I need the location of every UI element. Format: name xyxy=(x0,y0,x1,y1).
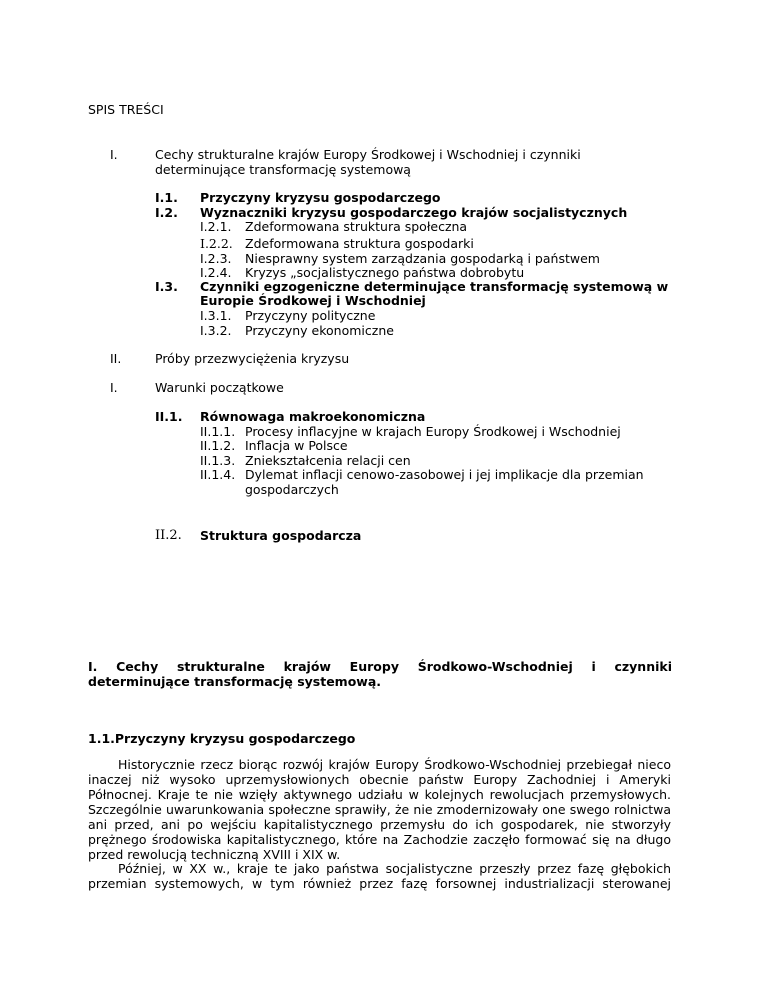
toc-number: II.2. xyxy=(155,528,182,543)
paragraph-line: przed rewolucją techniczną XVIII i XIX w. xyxy=(88,847,341,862)
toc-number: II.1.1. xyxy=(200,424,236,439)
toc-entry: Procesy inflacyjne w krajach Europy Środkowej i Wschodniej xyxy=(245,424,621,439)
toc-number: I.2.1. xyxy=(200,219,232,234)
toc-entry: Zniekształcenia relacji cen xyxy=(245,453,411,468)
toc-entry: Wyznaczniki kryzysu gospodarczego krajów socjalistycznych xyxy=(200,205,628,220)
toc-number: II.1.3. xyxy=(200,453,236,468)
section-heading: 1.1.Przyczyny kryzysu gospodarczego xyxy=(88,731,356,746)
toc-entry-continuation: gospodarczych xyxy=(245,482,339,497)
toc-title: SPIS TREŚCI xyxy=(88,102,164,117)
chapter-heading-line: determinujące transformację systemową. xyxy=(88,674,382,689)
toc-number: I. xyxy=(110,147,118,162)
toc-entry: Struktura gospodarcza xyxy=(200,528,362,543)
paragraph-line: prężnego środowiska kapitalistycznego, które na Zachodzie zaczęło formować się na długo xyxy=(88,832,671,847)
paragraph-line: przemian systemowych, w tym również przez fazę forsownej industrializacji sterowanej xyxy=(88,876,671,891)
toc-entry: Inflacja w Polsce xyxy=(245,438,348,453)
toc-entry: Cechy strukturalne krajów Europy Środkowej i Wschodniej i czynniki xyxy=(155,147,581,162)
toc-entry: Zdeformowana struktura gospodarki xyxy=(245,236,474,251)
toc-number: I.2.2. xyxy=(200,236,233,251)
toc-entry: Zdeformowana struktura społeczna xyxy=(245,219,468,234)
paragraph-line: Północnej. Kraje te nie wzięły aktywnego udziału w kolejnych rewolucjach przemysłowych. xyxy=(88,787,671,802)
toc-entry: Przyczyny kryzysu gospodarczego xyxy=(200,190,441,205)
toc-number: I.2. xyxy=(155,205,178,220)
toc-entry: Kryzys „socjalistycznego państwa dobrobytu xyxy=(245,265,525,280)
paragraph-line: Historycznie rzecz biorąc rozwój krajów Europy Środkowo-Wschodniej przebiegał nieco xyxy=(118,757,671,772)
paragraph-line: ani przed, ani po wejściu kapitalistycznego przemysłu do ich gospodarek, nie stworzyły xyxy=(88,817,671,832)
toc-number: I.2.4. xyxy=(200,265,232,280)
toc-number: I.2.3. xyxy=(200,251,232,266)
toc-number: I.3.2. xyxy=(200,323,232,338)
toc-number: I.3.1. xyxy=(200,308,232,323)
paragraph-line: inaczej niż wysoko uprzemysłowionych obecnie państw Europy Zachodniej i Ameryki xyxy=(88,772,671,787)
toc-number: II.1.4. xyxy=(200,467,236,482)
paragraph-line: Szczególnie uwarunkowania społeczne sprawiły, że nie zmodernizowały one swego rolnictwa xyxy=(88,802,671,817)
chapter-heading-line: I. Cechy strukturalne krajów Europy Środkowo-Wschodniej i czynniki xyxy=(88,659,672,674)
toc-number: II. xyxy=(110,351,122,366)
toc-number: II.1.2. xyxy=(200,438,236,453)
toc-entry: Niesprawny system zarządzania gospodarką i państwem xyxy=(245,251,600,266)
paragraph xyxy=(88,861,671,891)
paragraph-line: Później, w XX w., kraje te jako państwa socjalistyczne przeszły przez fazę głębokich xyxy=(118,861,671,876)
toc-number: I. xyxy=(110,380,118,395)
toc-entry: Dylemat inflacji cenowo-zasobowej i jej implikacje dla przemian xyxy=(245,467,644,482)
toc-entry: Równowaga makroekonomiczna xyxy=(200,409,426,424)
toc-entry: Przyczyny polityczne xyxy=(245,308,376,323)
toc-entry-continuation: determinujące transformację systemową xyxy=(155,162,411,177)
toc-entry-continuation: Europie Środkowej i Wschodniej xyxy=(200,293,426,308)
toc-entry: Przyczyny ekonomiczne xyxy=(245,323,394,338)
toc-entry: Próby przezwyciężenia kryzysu xyxy=(155,351,350,366)
toc-number: II.1. xyxy=(155,409,183,424)
toc-entry: Warunki początkowe xyxy=(155,380,284,395)
paragraph xyxy=(88,757,671,862)
toc-number: I.1. xyxy=(155,190,178,205)
toc-entry: Czynniki egzogeniczne determinujące transformację systemową w xyxy=(200,279,669,294)
toc-number: I.3. xyxy=(155,279,178,294)
chapter-heading xyxy=(88,659,672,689)
